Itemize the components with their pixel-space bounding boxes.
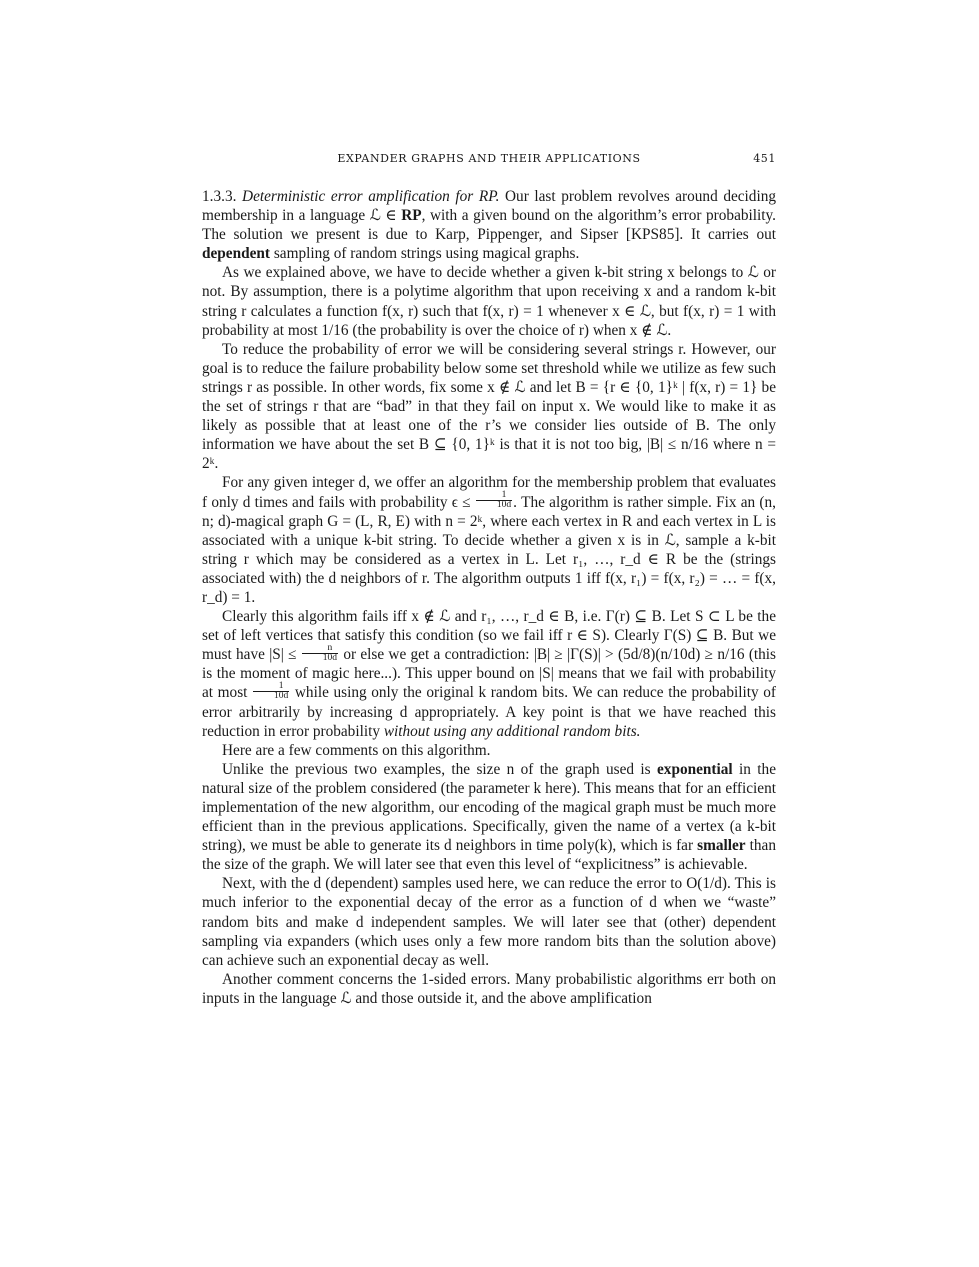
paragraph-setup: As we explained above, we have to decide whether a given k-bit string x belongs to ℒ or not. By assumption, there is a polytime algorithm that upon receiving x and a random k-bit string r calculates a function f(x, r) such that f(x, r) = 1 whenever x ∈ ℒ, but f(x, r) = 1 with probability at most 1/16 (the probability is over the choice of r) when x ∉ ℒ. — [202, 264, 776, 339]
text-run: Unlike the previous two examples, the size n of the graph used is — [222, 760, 658, 778]
text-run: than the size of the graph. We will later see that even this level of “explicitness” is achievable. — [202, 837, 776, 874]
paragraph-algorithm — [202, 473, 776, 607]
fraction-numerator: n — [302, 644, 338, 654]
paragraph-explicitness — [202, 760, 776, 875]
section-number: 1.3.3. — [202, 188, 243, 205]
fraction-numerator: 1 — [253, 682, 289, 692]
section-title: Deterministic error amplification for RP. — [242, 188, 500, 205]
text-run: sampling of random strings using magical graphs. — [270, 245, 580, 263]
running-title: EXPANDER GRAPHS AND THEIR APPLICATIONS — [337, 152, 641, 165]
paragraph-analysis — [202, 607, 776, 741]
text-run: For any given integer d, we offer an algorithm for the membership problem that evaluates f only d times and fails with probability ϵ ≤ — [202, 474, 776, 511]
fraction — [253, 682, 289, 701]
text-run: Our last problem revolves around deciding membership in a language ℒ ∈ — [202, 188, 776, 225]
paragraph-one-sided-errors: Another comment concerns the 1-sided errors. Many probabilistic algorithms err both on inputs in the language ℒ and those outside it, and the above amplification — [202, 970, 776, 1007]
emphasis-exponential: exponential — [657, 760, 733, 778]
paragraph-section-intro — [202, 187, 776, 263]
page-number: 451 — [753, 152, 776, 165]
text-run: or else we get a contradiction: |B| ≥ |Γ(S)| > (5d/8)(n/10d) ≥ n/16 (this is the moment of magic here...). This upper bound on |S| means that we fail with probability at most — [202, 646, 777, 702]
paragraph-comments-intro: Here are a few comments on this algorithm. — [222, 741, 491, 759]
text-run: Clearly this algorithm fails iff x ∉ ℒ and r₁, …, r_d ∈ B, i.e. Γ(r) ⊆ B. Let S ⊂ L be the set of left vertices that satisfy this condition (so we fail iff r ∈ S). Clearly Γ(S) ⊆ B. But we must have |S| ≤ — [202, 608, 776, 664]
fraction-denominator: 10d — [274, 691, 289, 702]
fraction-numerator: 1 — [476, 491, 512, 501]
text-run: , with a given bound on the algorithm’s error probability. The solution we present is due to Karp, Pippenger, and Sipser [KPS85]. It carries out — [202, 207, 776, 244]
running-header — [202, 152, 776, 168]
emphasis-no-additional-bits: without using any additional random bits. — [383, 722, 641, 740]
paragraph-error-decay: Next, with the d (dependent) samples used here, we can reduce the error to O(1/d). This is much inferior to the exponential decay of the error as a function of d when we “waste” random bits and make d independent samples. We will later see that (other) dependent sampling via expanders (which uses only a few more random bits than the solution above) can achieve such an exponential decay as well. — [202, 875, 776, 969]
emphasis-dependent: dependent — [202, 245, 270, 263]
paragraph-reduce-error: To reduce the probability of error we will be considering several strings r. However, our goal is to reduce the failure probability below some set threshold while we utilize as few such strings r as possible. In other words, fix some x ∉ ℒ and let B = {r ∈ {0, 1}ᵏ | f(x, r) = 1} be the set of strings r that are “bad” in that they fail on input x. We would like to make it as likely as possible that at least one of the r’s we consider lies outside of B. The only information we have about the set B ⊆ {0, 1}ᵏ is that it is not too big, |B| ≤ n/16 where n = 2ᵏ. — [202, 340, 776, 473]
text-run: . The algorithm is rather simple. Fix an (n, n; d)-magical graph G = (L, R, E) with n = 2ᵏ, where each vertex in R and each vertex in L is associated with a unique k-bit string. To decide whether a given x is in ℒ, sample a k-bit string r which may be considered as a vertex in L. Let r₁, …, r_d ∈ R be the (strings associated with) the d neighbors of r. The algorithm outputs 1 iff f(x, r₁) = f(x, r₂) = … = f(x, r_d) = 1. — [202, 493, 776, 606]
body-text — [202, 187, 776, 1008]
fraction-denominator: 10d — [322, 653, 338, 664]
fraction — [476, 491, 512, 510]
fraction-denominator: 10d — [496, 500, 512, 511]
emphasis-smaller: smaller — [697, 837, 746, 855]
fraction — [302, 644, 338, 663]
text-run: while using only the original k random bits. We can reduce the probability of error arbitrarily by increasing d appropriately. A key point is that we have reached this reduction in error probability — [202, 684, 776, 740]
text-run: in the natural size of the problem considered (the parameter k here). This means that for an efficient implementation of the new algorithm, our encoding of the magical graph must be much more efficient than in the previous applications. Specifically, given the name of a vertex (a k-bit string), we must be able to generate its d neighbors in time poly(k), which is far — [202, 760, 776, 855]
complexity-class-rp: RP — [401, 207, 422, 225]
